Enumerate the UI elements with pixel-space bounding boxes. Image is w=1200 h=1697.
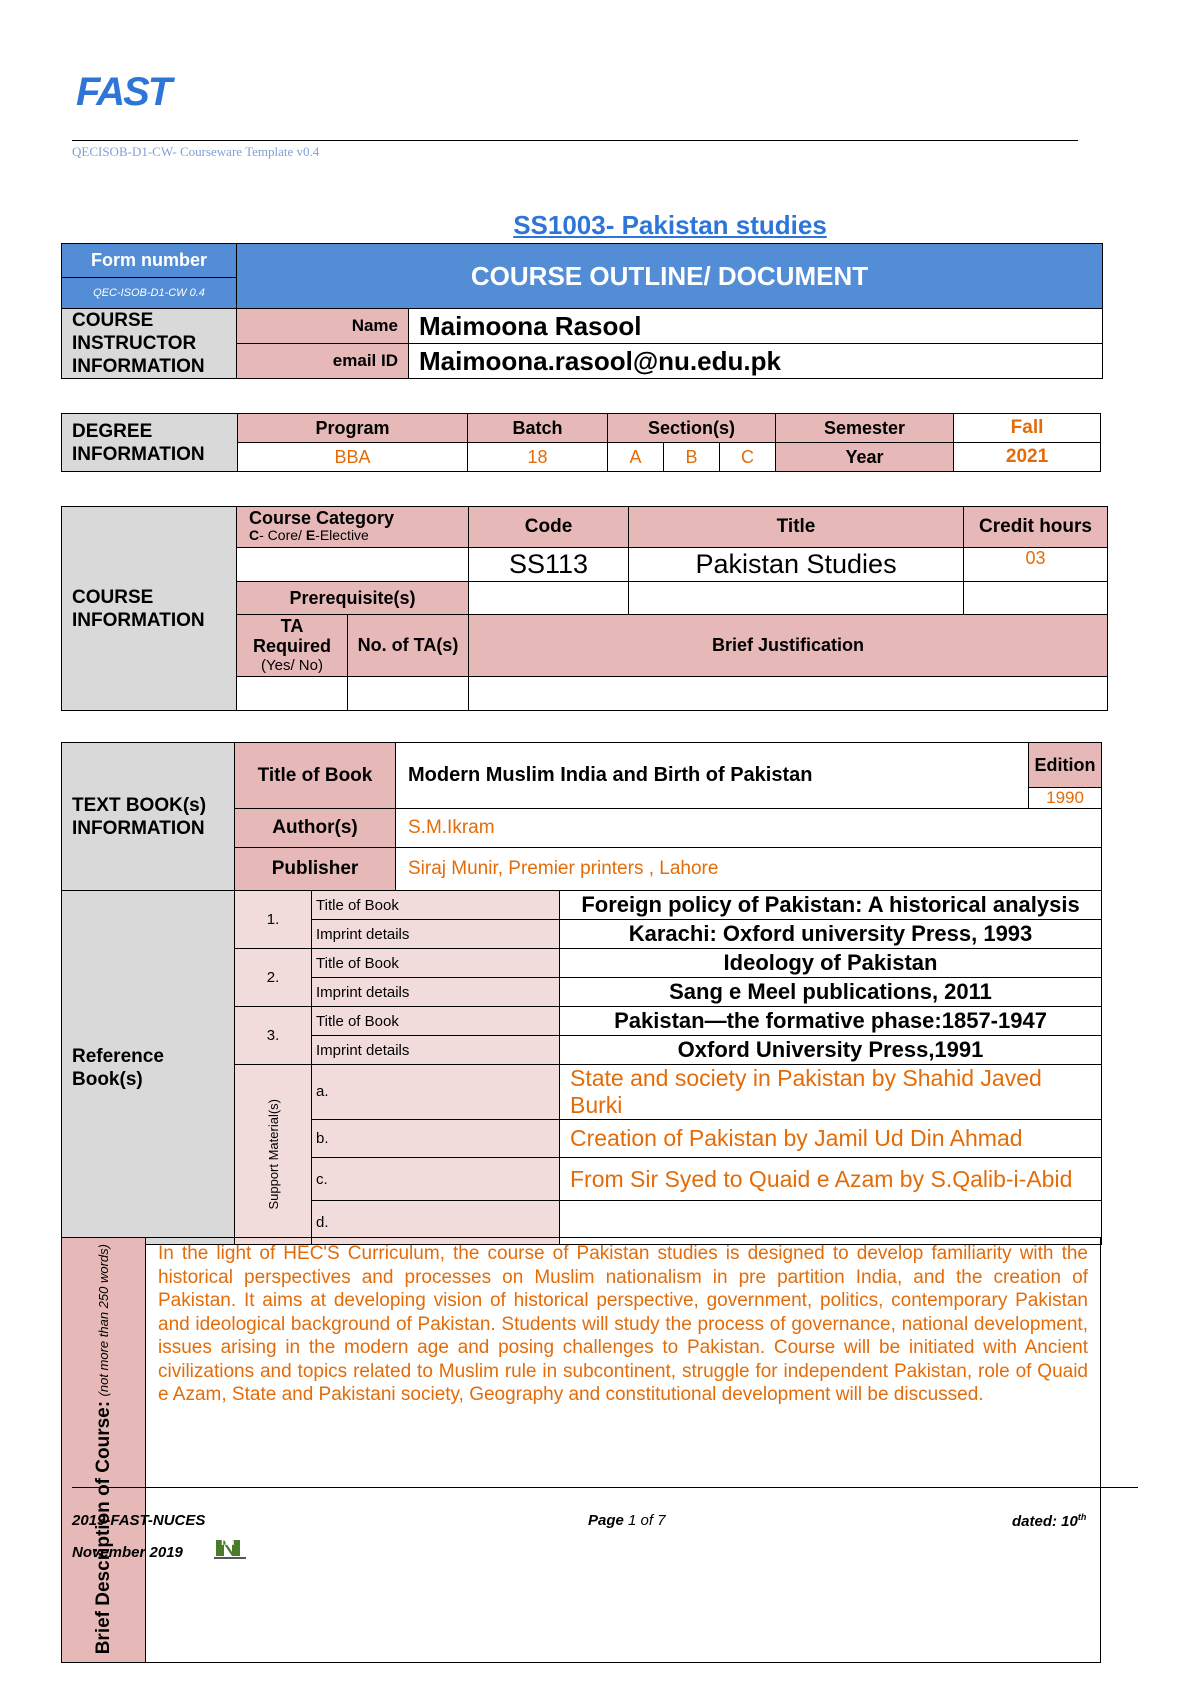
edition-value: 1990 [1029,788,1102,809]
author-label: Author(s) [235,809,396,848]
ta-required-label: TA Required [252,615,331,656]
author-value: S.M.Ikram [396,809,1102,848]
ref-2-imprint-label: Imprint details [312,978,560,1007]
form-number-label: Form number [62,244,237,278]
degree-table [61,413,1101,472]
description-label-hint: (not more than 250 words) [95,1244,111,1397]
nu-logo [212,1532,248,1562]
footer-dated-text: dated: 10 [1012,1513,1078,1530]
form-instructor-table [61,243,1103,379]
email-label: email ID [237,344,409,379]
footer-rule [72,1487,1138,1488]
support-b-text: Creation of Pakistan by Jamil Ud Din Ahmad [560,1120,1102,1158]
justification-label: Brief Justification [469,615,1108,677]
ref-2-num: 2. [235,949,312,1007]
footer-month: November 2019 [72,1544,183,1561]
category-hint-core: - Core/ [259,527,306,543]
support-c-text: From Sir Syed to Quaid e Azam by S.Qalib-i-Abid [560,1158,1102,1201]
ref-3-imprint-label: Imprint details [312,1036,560,1065]
template-ref: QECISOB-D1-CW- Courseware Template v0.4 [72,144,320,159]
email-value: Maimoona.rasool@nu.edu.pk [409,344,1103,379]
support-a-letter: a. [312,1065,560,1120]
credit-value: 03 [964,548,1108,582]
name-value: Maimoona Rasool [409,309,1103,344]
sections-label: Section(s) [608,414,776,443]
nu-logo-text: nu [221,1536,235,1548]
course-section-label: COURSE INFORMATION [62,507,237,711]
description-label-main: Brief Description of Course [92,1407,114,1655]
description-text: In the light of HEC'S Curriculum, the course of Pakistan studies is designed to develop familiarity with the historical perspectives and processes on Muslim nationalism in pre partition India, and the creation of Pakistan. It aims at developing vision of historical perspective, government, politics, contemporary Pakistan and ideological background of Pakistan. Students will study the process of governance, national development, issues arising in the modern age and posing challenges to Pakistan. Course will be initiated with Ancient civilizations and topics related to Muslim rule in subcontinent, struggle for independent Pakistan, role of Quaid e Azam, State and Pakistani society, Geography and constitutional development will be discussed. [146,1238,1101,1663]
ref-2-title-label: Title of Book [312,949,560,978]
code-label: Code [469,507,629,548]
ref-3-title: Pakistan—the formative phase:1857-1947 [560,1007,1102,1036]
support-c-letter: c. [312,1158,560,1201]
edition-label: Edition [1029,743,1102,788]
category-label: Course Category [249,508,395,528]
ref-2-imprint: Sang e Meel publications, 2011 [560,978,1102,1007]
ref-1-imprint: Karachi: Oxford university Press, 1993 [560,920,1102,949]
prereq-label: Prerequisite(s) [237,582,469,615]
prereq-value-1 [469,582,629,615]
textbook-title-value: Modern Muslim India and Birth of Pakistan [396,743,1029,809]
section-a: A [608,443,664,472]
category-hint-e: E [305,527,316,543]
ref-3-imprint: Oxford University Press,1991 [560,1036,1102,1065]
description-label-cell [62,1238,146,1663]
textbook-title-label: Title of Book [235,743,396,809]
prereq-value-2 [629,582,964,615]
footer-left: 2019-FAST-NUCES [72,1512,206,1529]
doc-title: SS1003- Pakistan studies [513,210,827,240]
ta-required-value [237,677,348,711]
ref-1-title: Foreign policy of Pakistan: A historical analysis [560,891,1102,920]
support-label-cell [235,1065,312,1245]
textbook-section-label: TEXT BOOK(s) INFORMATION [62,743,235,891]
footer-dated [1012,1512,1086,1530]
batch-label: Batch [468,414,608,443]
ref-1-title-label: Title of Book [312,891,560,920]
ref-3-num: 3. [235,1007,312,1065]
course-table [61,506,1108,711]
prereq-value-3 [964,582,1108,615]
ta-count-label: No. of TA(s) [348,615,469,677]
semester-label: Semester [776,414,954,443]
program-label: Program [238,414,468,443]
description-label: Brief Description of Course: (not more than 250 words) [92,1244,114,1655]
ta-required-hint: (Yes/ No) [261,656,323,674]
category-hint-elective: -Elective [315,527,369,543]
form-heading: COURSE OUTLINE/ DOCUMENT [237,244,1103,309]
title-value: Pakistan Studies [629,548,964,582]
reference-section-label: Reference Book(s) [62,891,235,1245]
category-hint-c: C [249,527,260,543]
support-label: Support Material(s) [265,1099,281,1210]
instructor-section-label: COURSE INSTRUCTOR INFORMATION [62,309,237,379]
year-value: 2021 [954,443,1101,472]
footer-page-label: Page [588,1512,624,1529]
publisher-label: Publisher [235,848,396,891]
section-c: C [720,443,776,472]
category-value [237,548,469,582]
ref-1-num: 1. [235,891,312,949]
ta-count-value [348,677,469,711]
code-value: SS113 [469,548,629,582]
description-table [61,1237,1101,1663]
ref-3-title-label: Title of Book [312,1007,560,1036]
ta-required-cell [237,615,348,677]
form-number-value: QEC-ISOB-D1-CW 0.4 [62,278,237,309]
header-rule [72,140,1078,141]
name-label: Name [237,309,409,344]
title-label: Title [629,507,964,548]
ref-1-imprint-label: Imprint details [312,920,560,949]
degree-section-label: DEGREE INFORMATION [62,414,238,472]
fast-logo: FAST [76,70,171,114]
footer-page-num: 1 [628,1512,637,1529]
footer-page-of: of 7 [640,1512,666,1529]
support-a-text: State and society in Pakistan by Shahid Javed Burki [560,1065,1102,1120]
category-label-cell [237,507,469,548]
footer-page [588,1512,666,1529]
batch-value: 18 [468,443,608,472]
footer-dated-sup: th [1077,1512,1087,1522]
support-b-letter: b. [312,1120,560,1158]
justification-value [469,677,1108,711]
publisher-value: Siraj Munir, Premier printers , Lahore [396,848,1102,891]
ref-2-title: Ideology of Pakistan [560,949,1102,978]
category-hint [249,527,464,544]
support-d-letter: d. [312,1201,560,1245]
semester-value: Fall [954,414,1101,443]
books-table [61,742,1102,1245]
credit-label: Credit hours [964,507,1108,548]
program-value: BBA [238,443,468,472]
year-label: Year [776,443,954,472]
section-b: B [664,443,720,472]
